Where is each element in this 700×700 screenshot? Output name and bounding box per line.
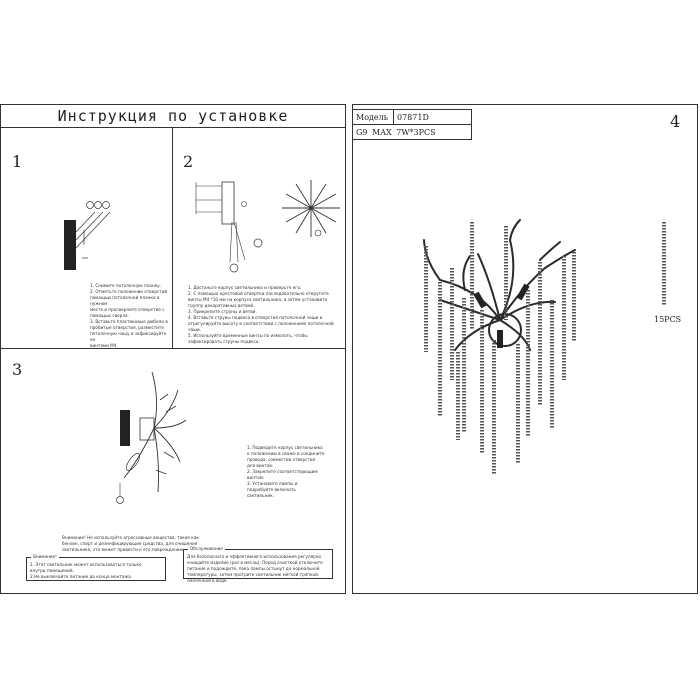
step-2-line: чаши. bbox=[188, 327, 201, 332]
notice-maintenance-heading: Обслуживание bbox=[190, 546, 223, 551]
warning-line: Внимание! Не используйте агрессивные вещества, такие как bbox=[62, 535, 199, 540]
step-2-line: 4. Вставьте струны подвеса в отверстия потолочной чаши и bbox=[188, 315, 323, 320]
step-3-line: 2. Закрепите соответствующим bbox=[247, 469, 318, 474]
step-1-line: 2. Отметьте положение отверстий bbox=[90, 289, 168, 294]
notice-maintenance-line: температуры, затем протрите светильник мягкой тряпкой, bbox=[187, 572, 320, 577]
notice-safety-line: 2.Не выключайте питание до конца монтажа. bbox=[30, 574, 132, 579]
step-1-line: пробитые отверстия, разместите bbox=[90, 325, 164, 330]
step-2-line: отрегулируйте высоту в соответствии с положением потолочной bbox=[188, 321, 334, 326]
step-2-number: 2 bbox=[183, 152, 194, 171]
page-title: Инструкция по установке bbox=[57, 107, 289, 125]
notice-safety-line: внутри помещений. bbox=[30, 568, 74, 573]
notice-maintenance-line: смоченной в воде. bbox=[187, 578, 228, 583]
step-1-line: помощью сверла. bbox=[90, 313, 129, 318]
model-label: Модель bbox=[356, 112, 389, 122]
step-2-line: группу декоративных ветвей. bbox=[188, 303, 255, 308]
step-2-line: 5. Используйте временные винты по измолоть, чтобы bbox=[188, 333, 308, 338]
step-3-line: для винтов. bbox=[247, 463, 274, 468]
step-2-line: 1. Достаньте корпус светильника и проверьте его. bbox=[188, 285, 302, 290]
step-3-line: провода, совместив отверстия bbox=[247, 457, 316, 462]
step-1-line: потолочную чашу и зафиксируйте ее bbox=[90, 331, 167, 342]
step-2-line: 2. С помощью крестовой отвертки последовательно открутите bbox=[188, 291, 329, 296]
step-4-number: 4 bbox=[670, 112, 681, 131]
step-3-line: подробуйте включить bbox=[247, 487, 296, 492]
notice-maintenance-line: Для безопасного и эффективного использования регулярно bbox=[187, 554, 322, 559]
step-1-line: 3. Вставьте пластиковые дюбели в bbox=[90, 319, 168, 324]
step-2-line: зафиксировать струны подвеса. bbox=[188, 339, 260, 344]
warning-line: светильника, это может привести к его повреждению. bbox=[62, 547, 185, 552]
notice-maintenance-line: очищайте изделие (раз в месяц). Перед очисткой отключите bbox=[187, 560, 323, 565]
parts-count: 15PCS bbox=[654, 315, 682, 324]
step-3-number: 3 bbox=[12, 360, 23, 379]
step-3-line: 3. Установите лампы и bbox=[247, 481, 298, 486]
step-2-line: винты M4 *10 мм на корпусе светильника, а затем установите bbox=[188, 297, 328, 302]
step-1-number: 1 bbox=[12, 152, 23, 171]
step-3-line: к положению в сваже и соедините bbox=[247, 451, 325, 456]
step-1-line: помощью потолочной планки в нужном bbox=[90, 295, 160, 306]
notice-safety-heading: Внимание! bbox=[33, 554, 57, 559]
lamp-spec: G9 MAX 7W*3PCS bbox=[356, 127, 436, 137]
step-3-line: винтом. bbox=[247, 475, 265, 480]
step-1-line: 1. Снимите потолочную планку. bbox=[90, 283, 162, 288]
warning-line: бензин, спирт и дезинфицирующие средства, для очищения bbox=[62, 541, 198, 546]
step-2-line: 3. Прикрепите струны и ветви. bbox=[188, 309, 257, 314]
step-3-line: 1. Подведите корпус светильника bbox=[247, 445, 323, 450]
notice-safety-line: 1. Этот светильник может использоваться только bbox=[30, 562, 142, 567]
step-1-line: винтами M4. bbox=[90, 343, 118, 348]
step-1-line: месте и просверлите отверстие с bbox=[90, 307, 165, 312]
step-3-line: светильник. bbox=[247, 493, 274, 498]
notice-maintenance-line: питание и подождите, пока лампы остынут до нормальной bbox=[187, 566, 320, 571]
model-value: 07871D bbox=[397, 112, 429, 122]
